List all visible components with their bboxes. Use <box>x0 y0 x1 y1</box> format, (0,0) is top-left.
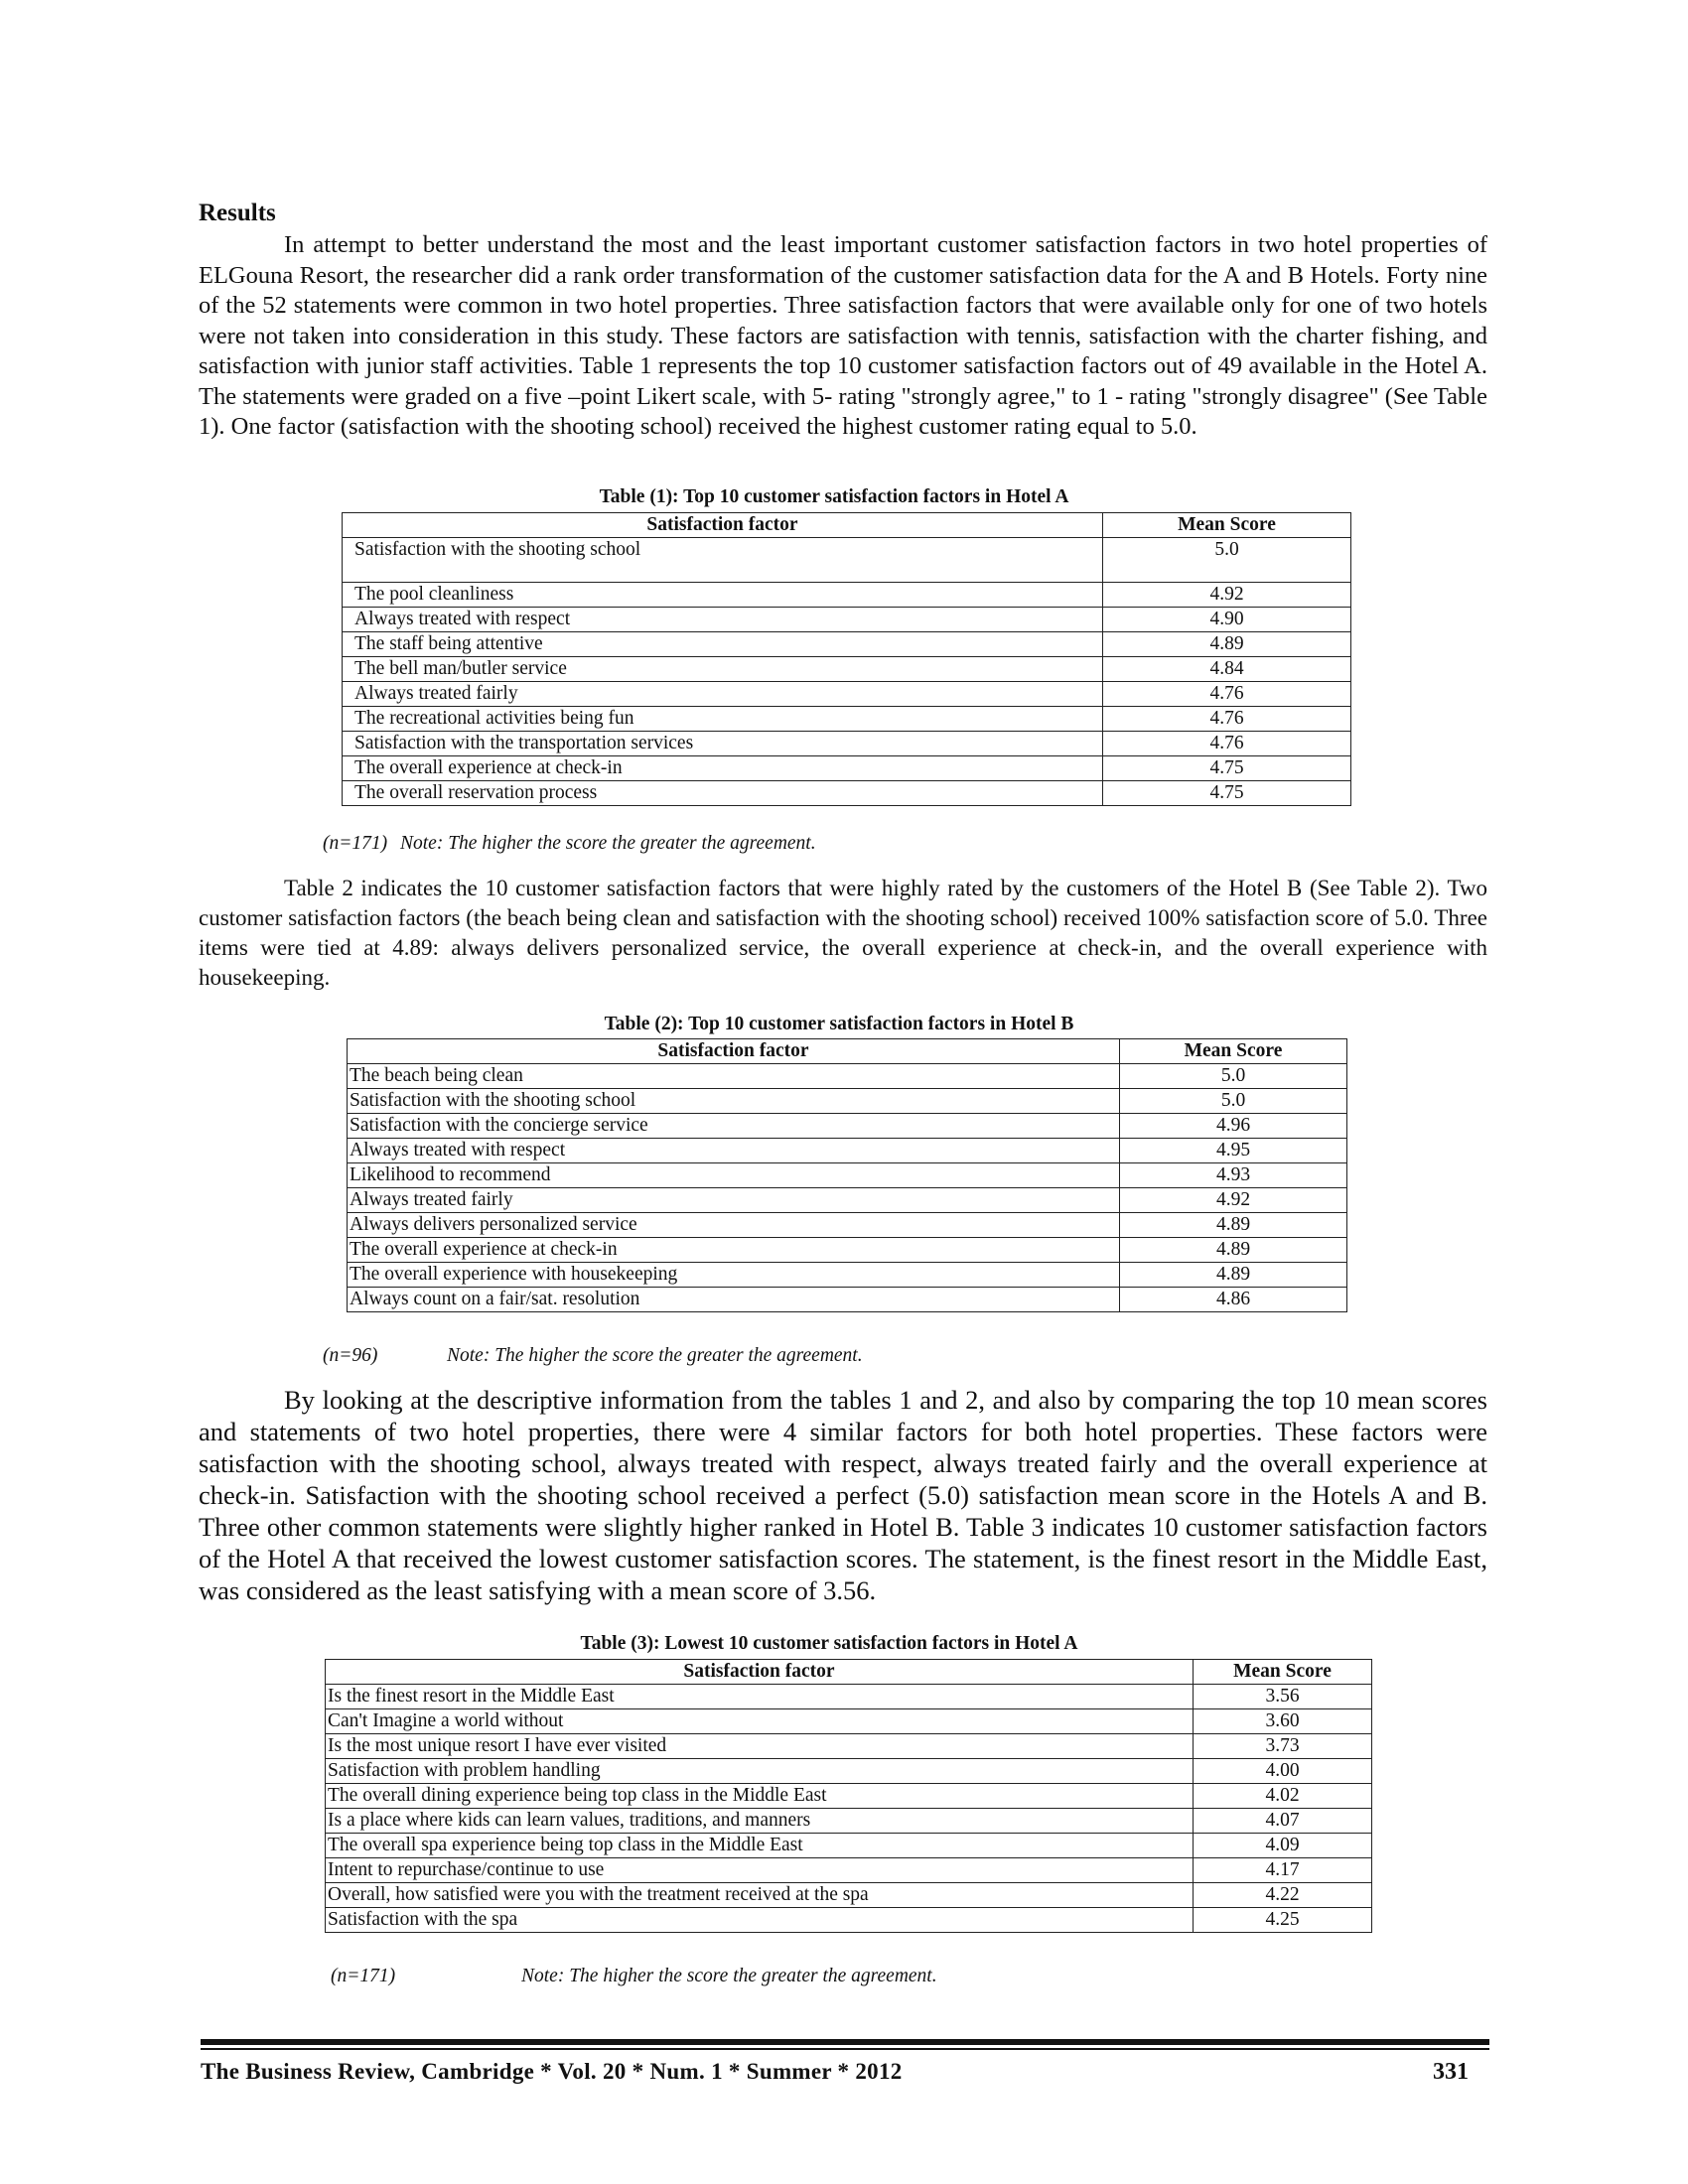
factor-cell: The bell man/butler service <box>343 657 1103 682</box>
factor-cell: Is the most unique resort I have ever visited <box>326 1734 1194 1759</box>
paragraph-2: Table 2 indicates the 10 customer satisfaction factors that were highly rated by the customers of the Hotel B (See Table 2). Two customer satisfaction factors (the beach being clean and satisfaction with the shooting school) received 100% satisfaction score of 5.0. Three items were tied at 4.89: always delivers personalized service, the overall experience at check-in, and the overall experience with housekeeping. <box>199 876 1487 990</box>
score-cell: 4.89 <box>1103 632 1351 657</box>
score-cell: 5.0 <box>1120 1064 1347 1089</box>
table-row <box>326 1883 1372 1908</box>
factor-cell: The beach being clean <box>348 1064 1120 1089</box>
table-row <box>326 1858 1372 1883</box>
factor-cell: The overall experience with housekeeping <box>348 1263 1120 1288</box>
factor-cell: Always delivers personalized service <box>348 1213 1120 1238</box>
table-1-col-score: Mean Score <box>1103 513 1351 538</box>
table-row <box>348 1288 1347 1312</box>
score-cell: 4.84 <box>1103 657 1351 682</box>
score-cell: 4.25 <box>1194 1908 1372 1933</box>
factor-cell: The overall experience at check-in <box>343 756 1103 781</box>
score-cell: 4.89 <box>1120 1213 1347 1238</box>
factor-cell: Always treated fairly <box>348 1188 1120 1213</box>
factor-cell: Satisfaction with the transportation services <box>343 732 1103 756</box>
table-2-note: Note: The higher the score the greater the agreement. <box>447 1345 863 1366</box>
table-row <box>348 1114 1347 1139</box>
table-row <box>326 1908 1372 1933</box>
table-row <box>348 1089 1347 1114</box>
factor-cell: Satisfaction with the shooting school <box>343 538 1103 583</box>
factor-cell: Always treated fairly <box>343 682 1103 707</box>
table-3-note: Note: The higher the score the greater the agreement. <box>521 1966 937 1986</box>
factor-cell: The overall reservation process <box>343 781 1103 806</box>
table-1-col-factor: Satisfaction factor <box>343 513 1103 538</box>
table-3 <box>325 1659 1372 1933</box>
score-cell: 4.02 <box>1194 1784 1372 1809</box>
factor-cell: The overall experience at check-in <box>348 1238 1120 1263</box>
table-3-caption: Table (3): Lowest 10 customer satisfaction factors in Hotel A <box>580 1633 1078 1654</box>
score-cell: 4.75 <box>1103 781 1351 806</box>
table-2-col-score: Mean Score <box>1120 1039 1347 1064</box>
score-cell: 4.17 <box>1194 1858 1372 1883</box>
factor-cell: The recreational activities being fun <box>343 707 1103 732</box>
table-row <box>343 781 1351 806</box>
table-row <box>326 1759 1372 1784</box>
score-cell: 4.76 <box>1103 732 1351 756</box>
factor-cell: Intent to repurchase/continue to use <box>326 1858 1194 1883</box>
table-row <box>326 1685 1372 1709</box>
score-cell: 5.0 <box>1120 1089 1347 1114</box>
table-3-note-n: (n=171) <box>331 1966 396 1986</box>
table-row <box>348 1139 1347 1163</box>
factor-cell: Always count on a fair/sat. resolution <box>348 1288 1120 1312</box>
factor-cell: Satisfaction with the concierge service <box>348 1114 1120 1139</box>
score-cell: 4.92 <box>1120 1188 1347 1213</box>
score-cell: 3.60 <box>1194 1709 1372 1734</box>
table-1-note: Note: The higher the score the greater the agreement. <box>400 833 816 854</box>
paragraph-3: By looking at the descriptive information from the tables 1 and 2, and also by comparing the top 10 mean scores and statements of two hotel properties, there were 4 similar factors for both hotel properties. These factors were satisfaction with the shooting school, always treated with respect, always treated fairly and the overall experience at check-in. Satisfaction with the shooting school received a perfect (5.0) satisfaction mean score in the Hotels A and B. Three other common statements were slightly higher ranked in Hotel B. Table 3 indicates 10 customer satisfaction factors of the Hotel A that received the lowest customer satisfaction scores. The statement, is the finest resort in the Middle East, was considered as the least satisfying with a mean score of 3.56. <box>199 1385 1487 1605</box>
table-2 <box>347 1038 1347 1312</box>
score-cell: 4.75 <box>1103 756 1351 781</box>
section-heading: Results <box>199 200 276 226</box>
factor-cell: Always treated with respect <box>343 608 1103 632</box>
score-cell: 4.89 <box>1120 1238 1347 1263</box>
factor-cell: Is a place where kids can learn values, traditions, and manners <box>326 1809 1194 1834</box>
table-2-header-row <box>348 1039 1347 1064</box>
factor-cell: The overall dining experience being top class in the Middle East <box>326 1784 1194 1809</box>
factor-cell: Likelihood to recommend <box>348 1163 1120 1188</box>
factor-cell: Overall, how satisfied were you with the treatment received at the spa <box>326 1883 1194 1908</box>
table-row <box>343 538 1351 583</box>
factor-cell: The overall spa experience being top class in the Middle East <box>326 1834 1194 1858</box>
table-1-header-row <box>343 513 1351 538</box>
factor-cell: The staff being attentive <box>343 632 1103 657</box>
table-row <box>348 1064 1347 1089</box>
table-3-col-score: Mean Score <box>1194 1660 1372 1685</box>
footer-rule-thin <box>201 2048 1489 2050</box>
table-row <box>348 1238 1347 1263</box>
page-number: 331 <box>1433 2059 1469 2085</box>
score-cell: 5.0 <box>1103 538 1351 583</box>
table-row <box>343 608 1351 632</box>
score-cell: 4.95 <box>1120 1139 1347 1163</box>
table-row <box>326 1709 1372 1734</box>
score-cell: 4.00 <box>1194 1759 1372 1784</box>
score-cell: 4.86 <box>1120 1288 1347 1312</box>
table-3-col-factor: Satisfaction factor <box>326 1660 1194 1685</box>
table-row <box>343 756 1351 781</box>
score-cell: 4.07 <box>1194 1809 1372 1834</box>
table-row <box>348 1263 1347 1288</box>
table-row <box>343 707 1351 732</box>
footer-rule-thick <box>201 2039 1489 2045</box>
score-cell: 4.93 <box>1120 1163 1347 1188</box>
score-cell: 4.89 <box>1120 1263 1347 1288</box>
table-row <box>343 682 1351 707</box>
table-1-note-n: (n=171) <box>323 833 388 854</box>
table-row <box>343 657 1351 682</box>
factor-cell: Satisfaction with the shooting school <box>348 1089 1120 1114</box>
score-cell: 4.09 <box>1194 1834 1372 1858</box>
factor-cell: Can't Imagine a world without <box>326 1709 1194 1734</box>
table-row <box>348 1213 1347 1238</box>
score-cell: 3.73 <box>1194 1734 1372 1759</box>
table-2-caption: Table (2): Top 10 customer satisfaction factors in Hotel B <box>604 1014 1074 1034</box>
score-cell: 4.22 <box>1194 1883 1372 1908</box>
score-cell: 3.56 <box>1194 1685 1372 1709</box>
factor-cell: The pool cleanliness <box>343 583 1103 608</box>
paragraph-1: In attempt to better understand the most and the least important customer satisfaction factors in two hotel properties of ELGouna Resort, the researcher did a rank order transformation of the customer satisfaction data for the A and B Hotels. Forty nine of the 52 statements were common in two hotel properties. Three satisfaction factors that were available only for one of two hotels were not taken into consideration in this study. These factors are satisfaction with tennis, satisfaction with the charter fishing, and satisfaction with junior staff activities. Table 1 represents the top 10 customer satisfaction factors out of 49 available in the Hotel A. The statements were graded on a five –point Likert scale, with 5- rating "strongly agree," to 1 - rating "strongly disagree" (See Table 1). One factor (satisfaction with the shooting school) received the highest customer rating equal to 5.0. <box>199 231 1487 440</box>
table-row <box>343 583 1351 608</box>
table-row <box>326 1834 1372 1858</box>
table-row <box>343 632 1351 657</box>
factor-cell: Satisfaction with the spa <box>326 1908 1194 1933</box>
table-row <box>348 1188 1347 1213</box>
table-row <box>326 1784 1372 1809</box>
factor-cell: Is the finest resort in the Middle East <box>326 1685 1194 1709</box>
score-cell: 4.76 <box>1103 707 1351 732</box>
score-cell: 4.96 <box>1120 1114 1347 1139</box>
score-cell: 4.90 <box>1103 608 1351 632</box>
table-row <box>348 1163 1347 1188</box>
table-row <box>326 1734 1372 1759</box>
factor-cell: Satisfaction with problem handling <box>326 1759 1194 1784</box>
table-row <box>343 732 1351 756</box>
score-cell: 4.76 <box>1103 682 1351 707</box>
table-row <box>326 1809 1372 1834</box>
score-cell: 4.92 <box>1103 583 1351 608</box>
factor-cell: Always treated with respect <box>348 1139 1120 1163</box>
table-1-caption: Table (1): Top 10 customer satisfaction factors in Hotel A <box>599 486 1069 507</box>
journal-footer: The Business Review, Cambridge * Vol. 20 * Num. 1 * Summer * 2012 <box>201 2059 903 2084</box>
table-2-note-n: (n=96) <box>323 1345 378 1366</box>
table-3-header-row <box>326 1660 1372 1685</box>
table-1 <box>342 512 1351 806</box>
table-2-col-factor: Satisfaction factor <box>348 1039 1120 1064</box>
